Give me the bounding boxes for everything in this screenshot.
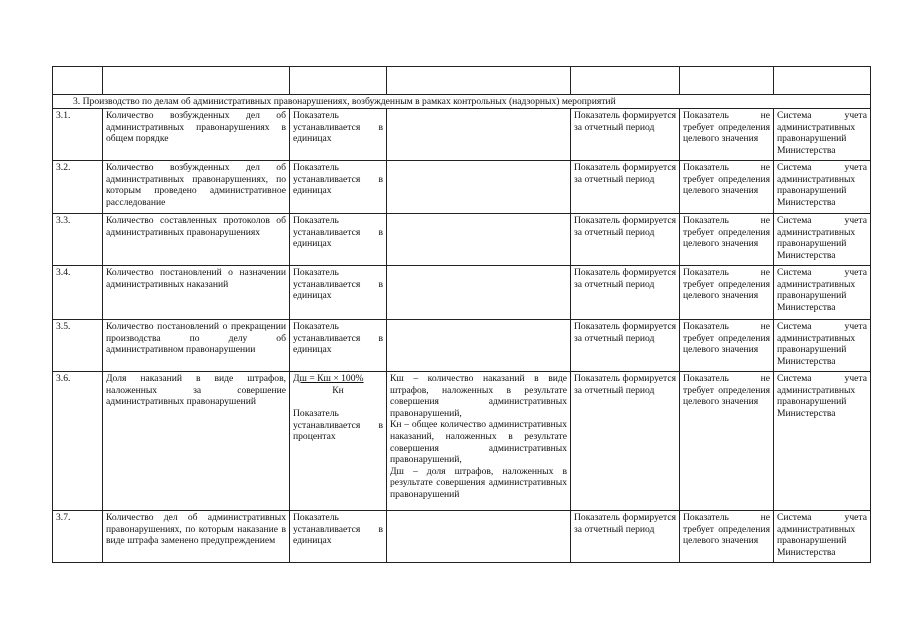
indicator-formula: Показатель устанавливается в единицах: [290, 161, 387, 214]
header-cell: [290, 67, 387, 95]
indicator-period: Показатель формируется за отчетный период: [571, 161, 680, 214]
indicator-target: Показатель не требует определения целевого значения: [680, 511, 774, 563]
indicator-period: Показатель формируется за отчетный период: [571, 511, 680, 563]
table-row: [53, 109, 871, 161]
table-row: [53, 320, 871, 372]
indicator-source: Система учета административных правонарушений Министерства: [774, 372, 871, 511]
table-row: [53, 372, 871, 511]
variable-kш: Кш – количество наказаний в виде штрафов, наложенных в результате совершения административных правонарушений,: [390, 373, 567, 419]
section-title: 3. Производство по делам об административных правонарушениях, возбужденным в рамках контрольных (надзорных) мероприятий: [53, 95, 871, 109]
variable-kн: Кн – общее количество административных наказаний, наложенных в результате совершения административных правонарушений,: [390, 419, 567, 466]
indicator-period: Показатель формируется за отчетный период: [571, 214, 680, 266]
indicator-name: Количество дел об административных правонарушениях, по которым наказание в виде штрафа заменено предупреждением: [103, 511, 290, 563]
indicator-target: Показатель не требует определения целевого значения: [680, 161, 774, 214]
row-number: 3.7.: [53, 511, 103, 563]
indicator-source: Система учета административных правонарушений Министерства: [774, 266, 871, 320]
indicator-name: Количество составленных протоколов об административных правонарушениях: [103, 214, 290, 266]
indicator-source: Система учета административных правонарушений Министерства: [774, 109, 871, 161]
indicator-target: Показатель не требует определения целевого значения: [680, 266, 774, 320]
table-row: [53, 511, 871, 563]
row-number: 3.5.: [53, 320, 103, 372]
header-cell: [53, 67, 103, 95]
indicator-name: Количество возбужденных дел об административных правонарушениях, по которым проведено административное расследование: [103, 161, 290, 214]
indicator-target: Показатель не требует определения целевого значения: [680, 214, 774, 266]
indicator-formula: Показатель устанавливается в единицах: [290, 214, 387, 266]
indicator-period: Показатель формируется за отчетный период: [571, 266, 680, 320]
indicator-name: Количество постановлений о прекращении производства по делу об административном правонарушении: [103, 320, 290, 372]
indicator-source: Система учета административных правонарушений Министерства: [774, 161, 871, 214]
indicator-variables: [387, 109, 571, 161]
formula-denominator: Кн: [332, 384, 344, 396]
indicator-name: Количество постановлений о назначении административных наказаний: [103, 266, 290, 320]
row-number: 3.4.: [53, 266, 103, 320]
formula-numerator: Дш = Кш × 100%: [293, 373, 364, 384]
indicator-variables: [387, 511, 571, 563]
table-header-row: [53, 67, 871, 95]
row-number: 3.6.: [53, 372, 103, 511]
indicator-formula: Показатель устанавливается в единицах: [290, 320, 387, 372]
indicator-variables-cell: [387, 372, 571, 511]
indicator-source: Система учета административных правонарушений Министерства: [774, 214, 871, 266]
indicator-target: Показатель не требует определения целевого значения: [680, 109, 774, 161]
indicator-name: Доля наказаний в виде штрафов, наложенных за совершение административных правонарушений: [103, 372, 290, 511]
indicator-period: Показатель формируется за отчетный период: [571, 109, 680, 161]
indicator-period: Показатель формируется за отчетный период: [571, 372, 680, 511]
header-cell: [103, 67, 290, 95]
indicator-variables: [387, 320, 571, 372]
table-row: [53, 161, 871, 214]
row-number: 3.1.: [53, 109, 103, 161]
row-number: 3.3.: [53, 214, 103, 266]
indicator-formula: Показатель устанавливается в единицах: [290, 109, 387, 161]
indicator-formula: Показатель устанавливается в единицах: [290, 266, 387, 320]
indicator-variables: [387, 214, 571, 266]
indicator-period: Показатель формируется за отчетный период: [571, 320, 680, 372]
indicator-formula: Показатель устанавливается в процентах: [293, 408, 383, 443]
table-row: [53, 266, 871, 320]
indicator-target: Показатель не требует определения целевого значения: [680, 320, 774, 372]
variable-dш: Дш – доля штрафов, наложенных в результате совершения административных правонарушений: [390, 465, 567, 500]
row-number: 3.2.: [53, 161, 103, 214]
indicator-target: Показатель не требует определения целевого значения: [680, 372, 774, 511]
indicator-variables: [387, 266, 571, 320]
section-row: [53, 95, 871, 109]
header-cell: [774, 67, 871, 95]
indicator-formula: Показатель устанавливается в единицах: [290, 511, 387, 563]
indicator-source: Система учета административных правонарушений Министерства: [774, 511, 871, 563]
indicators-table: [52, 66, 871, 563]
indicator-name: Количество возбужденных дел об административных правонарушениях в общем порядке: [103, 109, 290, 161]
indicator-source: Система учета административных правонарушений Министерства: [774, 320, 871, 372]
header-cell: [387, 67, 571, 95]
header-cell: [680, 67, 774, 95]
indicator-formula-cell: [290, 372, 387, 511]
header-cell: [571, 67, 680, 95]
indicator-variables: [387, 161, 571, 214]
table-row: [53, 214, 871, 266]
